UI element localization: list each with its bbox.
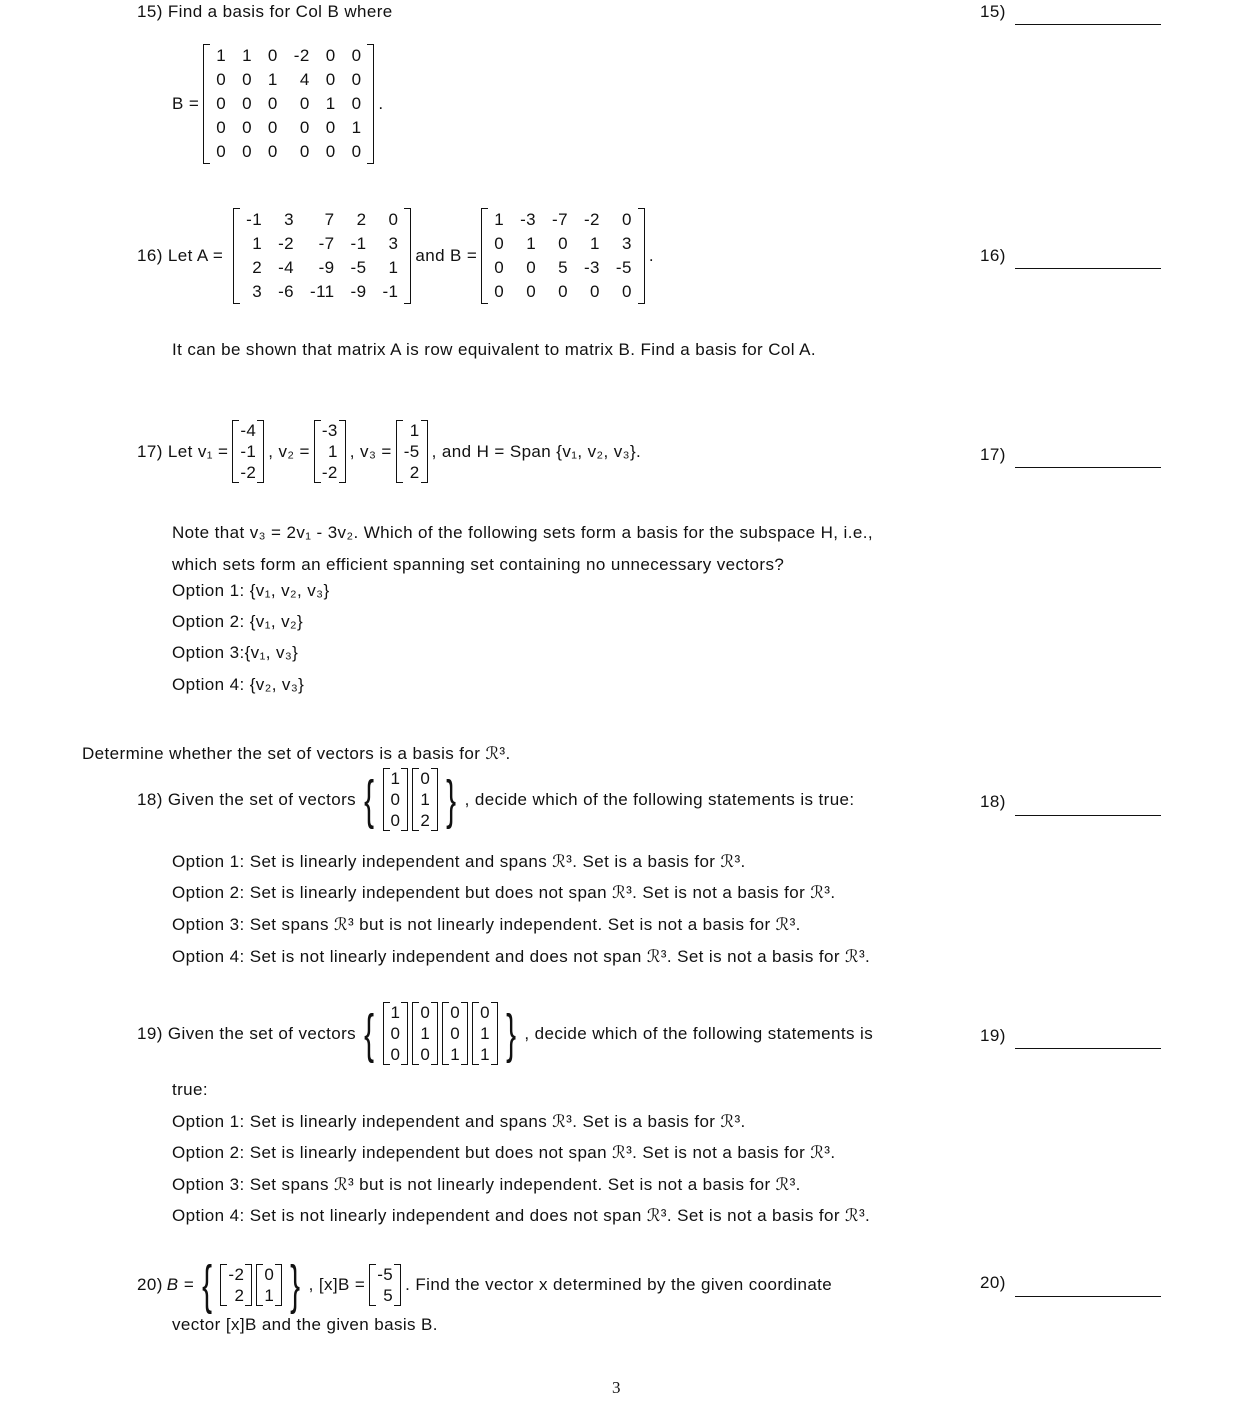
problem-20-tail: . Find the vector x determined by the given coordinate [405, 1275, 833, 1294]
matrix-cell: 0 [388, 210, 399, 229]
period: . [648, 246, 654, 265]
matrix-cell: 0 [526, 282, 537, 301]
matrix-cell: 1 [327, 442, 338, 461]
period: . [378, 94, 384, 113]
matrix-row [486, 280, 640, 304]
problem-18-tail: , decide which of the following statements is true: [464, 789, 855, 809]
matrix-row [388, 1044, 404, 1065]
matrix-cell: 0 [621, 210, 632, 229]
vector-1 [383, 768, 409, 831]
matrix-cell: 1 [420, 1024, 431, 1043]
matrix-cell: -2 [228, 1265, 245, 1284]
problem-17-lead: 17) Let v₁ = [137, 441, 229, 461]
problem-19-tail-2: true: [172, 1080, 209, 1099]
matrix-cell: 0 [267, 46, 278, 65]
matrix-cell: 0 [264, 1265, 275, 1284]
matrix-cell: 0 [420, 769, 431, 788]
coordinate-vector [369, 1264, 401, 1306]
problem-17-note: Note that v₃ = 2v₁ - 3v₂. Which of the following sets form a basis for the subspace H, i.e., [172, 523, 873, 542]
matrix-cell: -2 [278, 234, 295, 253]
vector-v3 [396, 420, 428, 483]
matrix-row [208, 44, 369, 68]
right-brace-icon: } [446, 769, 457, 830]
matrix-cell: -3 [583, 258, 600, 277]
matrix-row [238, 280, 406, 304]
matrix-cell: 0 [325, 118, 336, 137]
matrix-table [261, 1264, 277, 1306]
vector-v2 [314, 420, 346, 483]
option-3: Option 3: Set spans ℛ³ but is not linearly independent. Set is not a basis for ℛ³. [172, 915, 801, 934]
answer-line-15[interactable] [1015, 24, 1161, 25]
right-brace-icon: } [506, 1003, 517, 1064]
matrix-row [417, 1044, 433, 1065]
problem-18-lead: 18) Given the set of vectors [137, 789, 357, 809]
problem-20-line-2: vector [x]B and the given basis B. [172, 1315, 438, 1334]
matrix-cell: -5 [403, 442, 420, 461]
matrix-row [447, 1002, 463, 1023]
matrix-row [208, 68, 369, 92]
matrix-cell: 1 [526, 234, 537, 253]
matrix-row [208, 92, 369, 116]
matrix-cell: 0 [216, 94, 227, 113]
matrix-cell: 1 [216, 46, 227, 65]
matrix-table [486, 208, 640, 304]
matrix-table [237, 420, 259, 483]
matrix-row [238, 232, 406, 256]
matrix-row [208, 140, 369, 164]
answer-number-17: 17) [980, 445, 1006, 464]
matrix-cell: 0 [494, 258, 505, 277]
page-number: 3 [612, 1378, 621, 1397]
matrix-cell: 3 [252, 282, 263, 301]
matrix-cell: 0 [216, 70, 227, 89]
section-heading: Determine whether the set of vectors is a basis for ℛ³. [82, 744, 511, 763]
matrix-row [237, 462, 259, 483]
answer-number-16: 16) [980, 246, 1006, 265]
matrix-cell: 2 [234, 1286, 245, 1305]
matrix-cell: 0 [351, 46, 362, 65]
matrix-cell: 0 [480, 1003, 490, 1022]
matrix-cell: 0 [390, 1045, 401, 1064]
answer-number-15: 15) [980, 2, 1006, 21]
span-definition: , and H = Span {v₁, v₂, v₃}. [431, 441, 642, 461]
matrix-cell: 0 [450, 1024, 461, 1043]
matrix-cell: 0 [267, 142, 278, 161]
matrix-cell: -6 [278, 282, 295, 301]
matrix-cell: 0 [325, 142, 336, 161]
matrix-cell: 1 [390, 1003, 401, 1022]
matrix-cell: 0 [351, 94, 362, 113]
matrix-row [237, 420, 259, 441]
matrix-cell: 0 [420, 1003, 431, 1022]
matrix-table [417, 768, 433, 831]
matrix-row [477, 1023, 493, 1044]
matrix-cell: -1 [240, 442, 257, 461]
matrix-cell: -11 [310, 282, 335, 301]
problem-15-prompt: 15) Find a basis for Col B where [137, 2, 393, 21]
matrix-cell: 1 [252, 234, 263, 253]
problem-19-lead: 19) Given the set of vectors [137, 1023, 357, 1043]
basis-vector-1 [220, 1264, 252, 1306]
matrix-table [388, 768, 404, 831]
matrix-cell: -2 [240, 463, 257, 482]
matrix-row [238, 256, 406, 280]
option-2: Option 2: {v₁, v₂} [172, 612, 304, 631]
matrix-row [319, 420, 341, 441]
matrix-cell: 1 [450, 1045, 461, 1064]
matrix-row [388, 1002, 404, 1023]
option-4: Option 4: Set is not linearly independent and does not span ℛ³. Set is not a basis for ℛ³. [172, 1206, 871, 1225]
matrix-cell: 1 [351, 118, 362, 137]
answer-line-20[interactable] [1015, 1296, 1161, 1297]
matrix-cell: 0 [325, 46, 336, 65]
answer-line-19[interactable] [1015, 1048, 1161, 1049]
option-1: Option 1: Set is linearly independent and spans ℛ³. Set is a basis for ℛ³. [172, 1112, 746, 1131]
matrix-row [208, 116, 369, 140]
matrix-table [225, 1264, 247, 1306]
matrix-cell: 0 [325, 70, 336, 89]
matrix-cell: 2 [420, 811, 431, 830]
left-brace-icon: { [364, 1003, 375, 1064]
matrix-cell: 0 [621, 282, 632, 301]
matrix-cell: 1 [388, 258, 399, 277]
matrix-row [447, 1023, 463, 1044]
matrix-cell: -5 [377, 1265, 394, 1284]
matrix-cell: 0 [216, 142, 227, 161]
matrix-b16 [481, 208, 645, 304]
left-brace-icon: { [202, 1255, 213, 1315]
matrix-row [388, 789, 404, 810]
matrix-cell: 0 [351, 70, 362, 89]
matrix-cell: 0 [242, 142, 252, 161]
matrix-cell: 2 [356, 210, 367, 229]
matrix-cell: 0 [390, 1024, 401, 1043]
matrix-cell: 1 [242, 46, 252, 65]
matrix-cell: -3 [520, 210, 537, 229]
matrix-cell: -5 [615, 258, 632, 277]
matrix-row [374, 1264, 396, 1285]
matrix-row [401, 462, 423, 483]
matrix-cell: 3 [621, 234, 632, 253]
matrix-row [319, 462, 341, 483]
matrix-cell: 0 [558, 234, 568, 253]
answer-number-20: 20) [980, 1273, 1006, 1292]
matrix-cell: 2 [252, 258, 263, 277]
matrix-cell: 3 [284, 210, 295, 229]
matrix-row [238, 208, 406, 232]
option-3: Option 3: Set spans ℛ³ but is not linearly independent. Set is not a basis for ℛ³. [172, 1175, 801, 1194]
matrix-cell: -5 [350, 258, 367, 277]
matrix-cell: -7 [552, 210, 568, 229]
matrix-cell: -1 [382, 282, 399, 301]
right-brace-icon: } [290, 1255, 301, 1315]
matrix-cell: 0 [420, 1045, 431, 1064]
matrix-cell: 5 [383, 1286, 394, 1305]
matrix-cell: 0 [242, 118, 252, 137]
vector-2 [412, 768, 438, 831]
matrix-cell: 0 [558, 282, 568, 301]
matrix-row [447, 1044, 463, 1065]
matrix-cell: -2 [321, 463, 338, 482]
matrix-b-label: B = [172, 94, 200, 113]
matrix-table [417, 1002, 433, 1065]
problem-16-sentence: It can be shown that matrix A is row equivalent to matrix B. Find a basis for Col A. [172, 340, 816, 359]
matrix-cell: -2 [583, 210, 600, 229]
matrix-cell: 2 [409, 463, 420, 482]
matrix-table [238, 208, 406, 304]
answer-line-18[interactable] [1015, 815, 1161, 816]
matrix-cell: -4 [240, 421, 257, 440]
matrix-row [237, 441, 259, 462]
matrix-row [486, 256, 640, 280]
matrix-cell: 0 [390, 790, 401, 809]
matrix-cell: 0 [242, 94, 252, 113]
vector-4 [472, 1002, 498, 1065]
matrix-cell: 0 [526, 258, 537, 277]
option-4: Option 4: {v₂, v₃} [172, 675, 305, 694]
matrix-cell: 4 [299, 70, 310, 89]
matrix-cell: 5 [558, 258, 568, 277]
matrix-table [388, 1002, 404, 1065]
basis-vector-2 [256, 1264, 282, 1306]
vector-2 [412, 1002, 438, 1065]
v3-label: , v₃ = [349, 441, 392, 461]
vector-3 [442, 1002, 468, 1065]
matrix-cell: -7 [318, 234, 335, 253]
matrix-row [401, 441, 423, 462]
matrix-row [417, 1023, 433, 1044]
matrix-row [417, 1002, 433, 1023]
matrix-row [477, 1002, 493, 1023]
matrix-cell: 0 [299, 94, 310, 113]
matrix-cell: -2 [293, 46, 310, 65]
matrix-row [486, 232, 640, 256]
coordinate-label: , [x]B = [308, 1275, 366, 1294]
matrix-row [225, 1285, 247, 1306]
matrix-row [319, 441, 341, 462]
option-2: Option 2: Set is linearly independent but does not span ℛ³. Set is not a basis for ℛ³. [172, 883, 836, 902]
answer-line-16[interactable] [1015, 268, 1161, 269]
matrix-cell: 0 [267, 94, 278, 113]
matrix-cell: 1 [390, 769, 401, 788]
matrix-cell: 0 [590, 282, 600, 301]
matrix-cell: -1 [246, 210, 263, 229]
matrix-cell: 1 [494, 210, 505, 229]
problem-20-lead: 20) [137, 1275, 163, 1294]
matrix-cell: 0 [494, 282, 505, 301]
matrix-cell: -9 [350, 282, 367, 301]
matrix-cell: 0 [450, 1003, 461, 1022]
option-3: Option 3:{v₁, v₃} [172, 643, 299, 662]
matrix-a [233, 208, 411, 304]
matrix-cell: 1 [480, 1024, 490, 1043]
matrix-cell: 1 [264, 1286, 275, 1305]
matrix-table [401, 420, 423, 483]
matrix-cell: 0 [351, 142, 362, 161]
matrix-cell: 1 [480, 1045, 490, 1064]
matrix-row [261, 1264, 277, 1285]
matrix-cell: 1 [590, 234, 600, 253]
matrix-cell: 1 [267, 70, 278, 89]
vector-v1 [232, 420, 264, 483]
matrix-cell: 0 [390, 811, 401, 830]
matrix-row [417, 768, 433, 789]
v2-label: , v₂ = [268, 441, 310, 461]
matrix-cell: 0 [299, 142, 310, 161]
matrix-row [486, 208, 640, 232]
matrix-cell: 0 [267, 118, 278, 137]
matrix-row [225, 1264, 247, 1285]
basis-label: B = [166, 1275, 194, 1294]
matrix-cell: 0 [299, 118, 310, 137]
answer-number-19: 19) [980, 1026, 1006, 1045]
and-b-label: and B = [415, 246, 478, 265]
matrix-cell: 0 [242, 70, 252, 89]
matrix-cell: -9 [318, 258, 335, 277]
matrix-cell: 7 [324, 210, 335, 229]
matrix-cell: 0 [494, 234, 505, 253]
matrix-row [388, 768, 404, 789]
matrix-cell: -1 [350, 234, 367, 253]
matrix-row [477, 1044, 493, 1065]
matrix-b [203, 44, 374, 164]
matrix-row [417, 810, 433, 831]
answer-number-18: 18) [980, 792, 1006, 811]
matrix-cell: 1 [409, 421, 420, 440]
option-2: Option 2: Set is linearly independent but does not span ℛ³. Set is not a basis for ℛ³. [172, 1143, 836, 1162]
matrix-table [208, 44, 369, 164]
matrix-row [388, 810, 404, 831]
option-1: Option 1: {v₁, v₂, v₃} [172, 581, 330, 600]
problem-16-lead: 16) Let A = [137, 246, 224, 265]
matrix-row [417, 789, 433, 810]
matrix-cell: -3 [321, 421, 338, 440]
left-brace-icon: { [364, 769, 375, 830]
matrix-table [374, 1264, 396, 1306]
matrix-row [261, 1285, 277, 1306]
matrix-table [319, 420, 341, 483]
matrix-table [477, 1002, 493, 1065]
matrix-row [401, 420, 423, 441]
problem-19-tail: , decide which of the following statements is [524, 1023, 874, 1043]
option-4: Option 4: Set is not linearly independent and does not span ℛ³. Set is not a basis for ℛ³. [172, 947, 871, 966]
matrix-row [388, 1023, 404, 1044]
option-1: Option 1: Set is linearly independent and spans ℛ³. Set is a basis for ℛ³. [172, 852, 746, 871]
matrix-row [374, 1285, 396, 1306]
matrix-cell: -4 [278, 258, 295, 277]
vector-1 [383, 1002, 409, 1065]
matrix-cell: 0 [216, 118, 227, 137]
matrix-cell: 1 [420, 790, 431, 809]
matrix-cell: 3 [388, 234, 399, 253]
matrix-table [447, 1002, 463, 1065]
problem-17-note-2: which sets form an efficient spanning set containing no unnecessary vectors? [172, 555, 785, 574]
matrix-cell: 1 [325, 94, 336, 113]
answer-line-17[interactable] [1015, 467, 1161, 468]
